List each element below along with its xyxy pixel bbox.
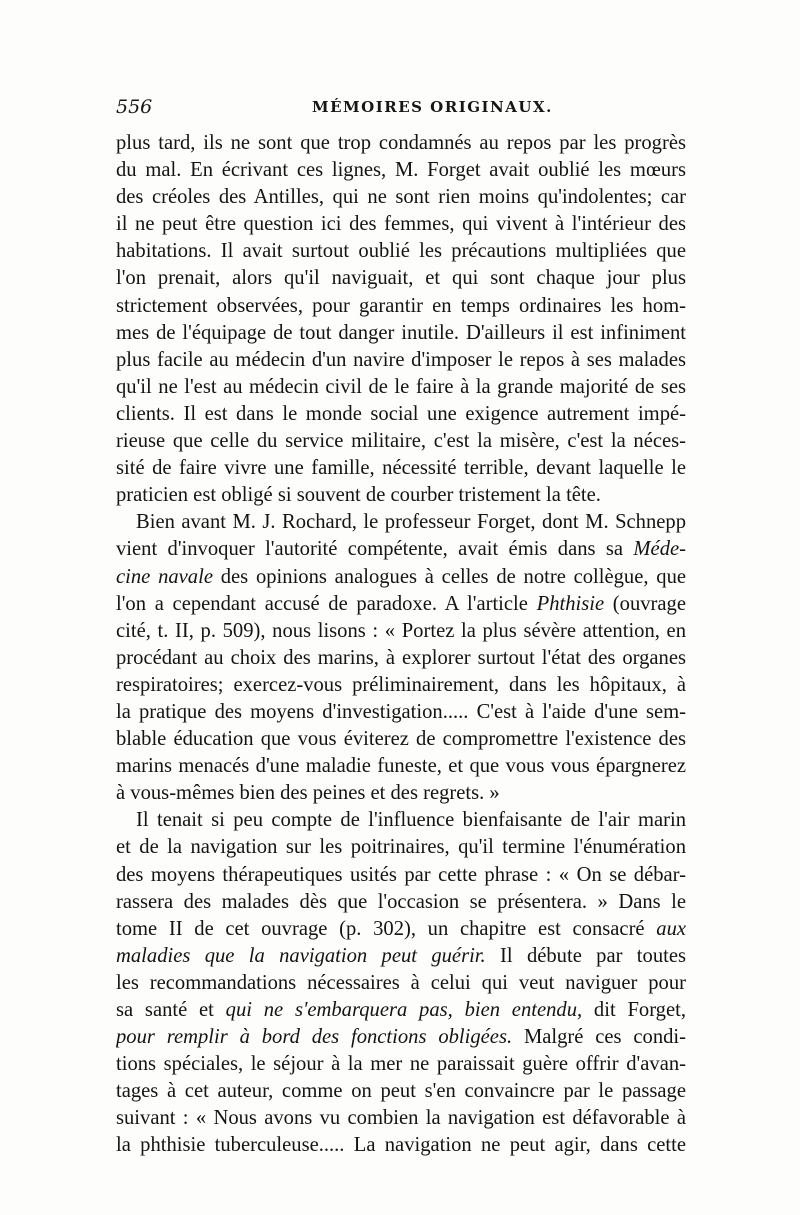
text-segment: l'on prenait, alors qu'il naviguait, et qui sont chaque jour plus (116, 267, 686, 290)
text-line (116, 293, 686, 320)
text-segment: mes de l'équipage de tout danger inutile. D'ailleurs il est infiniment (116, 321, 686, 344)
text-line (116, 347, 686, 374)
text-segment: Malgré ces condi- (512, 1026, 686, 1049)
text-segment: plus facile au médecin d'un navire d'imposer le repos à ses malades (116, 348, 686, 371)
text-segment: la pratique des moyens d'investigation..... C'est à l'aide d'une sem- (116, 700, 686, 723)
text-line (116, 482, 686, 509)
text-segment: plus tard, ils ne sont que trop condamnés au repos par les progrès (116, 132, 686, 154)
text-line (116, 157, 686, 184)
text-segment: rieuse que celle du service militaire, c'est la misère, c'est la néces- (116, 430, 686, 453)
text-line (116, 238, 686, 265)
text-line (116, 618, 686, 645)
text-segment: les recommandations nécessaires à celui qui veut naviguer pour (116, 971, 686, 994)
text-line (116, 889, 686, 916)
text-line (116, 536, 686, 563)
text-line (116, 699, 686, 726)
text-segment: Il tenait si peu compte de l'influence bienfaisante de l'air marin (136, 809, 686, 832)
text-segment: vient d'invoquer l'autorité compétente, avait émis dans sa (116, 538, 634, 561)
text-line (116, 1105, 686, 1132)
text-segment: tome II de cet ouvrage (p. 302), un chapitre est consacré (116, 917, 657, 940)
text-segment: rassera des malades dès que l'occasion se présentera. » Dans le (116, 890, 686, 913)
text-line (116, 374, 686, 401)
text-line (116, 320, 686, 347)
text-segment: marins menacés d'une maladie funeste, et que vous vous épargnerez (116, 755, 686, 778)
text-line (116, 1024, 686, 1051)
text-segment: sa santé et (116, 999, 226, 1021)
text-line (116, 591, 686, 618)
text-segment: tions spéciales, le séjour à la mer ne paraissait guère offrir d'avan- (116, 1053, 686, 1076)
text-segment: qu'il ne l'est au médecin civil de le faire à la grande majorité de ses (116, 375, 686, 398)
text-line (116, 1078, 686, 1105)
text-line (116, 428, 686, 455)
running-title: MÉMOIRES ORIGINAUX. (312, 98, 553, 116)
text-line (116, 834, 686, 861)
text-line (116, 184, 686, 211)
text-segment: (ouvrage (604, 592, 686, 615)
text-line (116, 645, 686, 672)
text-segment: tages à cet auteur, comme on peut s'en convaincre par le passage (116, 1080, 686, 1103)
text-line (116, 862, 686, 889)
text-line (116, 1051, 686, 1078)
text-segment: et de la navigation sur les poitrinaires, qu'il termine l'énumération (116, 836, 686, 859)
text-segment: praticien est obligé si souvent de courber tristement la tête. (116, 484, 601, 507)
page-number: 556 (116, 96, 153, 118)
text-segment: du mal. En écrivant ces lignes, M. Forget avait oublié les mœurs (116, 159, 686, 182)
text-segment: des opinions analogues à celles de notre collègue, que (212, 565, 686, 588)
text-line (116, 726, 686, 753)
text-segment: habitations. Il avait surtout oublié les précautions multipliées que (116, 240, 686, 263)
text-line (116, 780, 686, 807)
text-line (116, 455, 686, 482)
text-segment: à vous-mêmes bien des peines et des regrets. » (116, 782, 500, 805)
text-line (116, 509, 686, 536)
text-line (116, 130, 686, 157)
text-line (116, 943, 686, 970)
text-line (116, 564, 686, 591)
text-segment: sité de faire vivre une famille, nécessité terrible, devant laquelle le (116, 457, 686, 480)
text-line (116, 672, 686, 699)
text-segment: il ne peut être question ici des femmes, qui vivent à l'intérieur des (116, 213, 686, 236)
italic-text: aux (656, 917, 686, 940)
text-line (116, 753, 686, 780)
text-segment: blable éducation que vous éviterez de compromettre l'existence des (116, 728, 686, 751)
text-segment: clients. Il est dans le monde social une exigence autrement impé- (116, 402, 686, 425)
text-line (116, 265, 686, 292)
text-segment: la phthisie tuberculeuse..... La navigation ne peut agir, dans cette (116, 1134, 686, 1157)
italic-text: qui ne s'embarquera pas, bien entendu, (225, 999, 583, 1021)
text-line (116, 401, 686, 428)
italic-text: Phthisie (536, 592, 605, 615)
text-line (116, 1132, 686, 1159)
text-segment: suivant : « Nous avons vu combien la navigation est défavorable à (116, 1107, 686, 1130)
text-segment: cité, t. II, p. 509), nous lisons : « Portez la plus sévère attention, en (116, 619, 686, 642)
text-line (116, 807, 686, 834)
italic-text: cine navale (116, 565, 213, 588)
text-segment: des moyens thérapeutiques usités par cette phrase : « On se débar- (116, 863, 686, 886)
body-text (116, 130, 686, 1160)
text-segment: respiratoires; exercez-vous préliminairement, dans les hôpitaux, à (116, 673, 686, 696)
text-segment: procédant au choix des marins, à explorer surtout l'état des organes (116, 646, 686, 669)
text-segment: l'on a cependant accusé de paradoxe. A l'article (116, 592, 537, 615)
italic-text: maladies que la navigation peut guérir. (116, 944, 486, 967)
text-line (116, 997, 686, 1024)
text-segment: Bien avant M. J. Rochard, le professeur Forget, dont M. Schnepp (136, 511, 686, 534)
text-segment: dit Forget, (582, 999, 686, 1021)
page-header (116, 96, 686, 124)
text-line (116, 211, 686, 238)
italic-text: pour remplir à bord des fonctions obligées. (116, 1026, 513, 1049)
text-segment: des créoles des Antilles, qui ne sont rien moins qu'indolentes; car (116, 186, 686, 209)
text-segment: strictement observées, pour garantir en temps ordinaires les hom- (116, 294, 686, 317)
text-segment: Il débute par toutes (485, 944, 686, 967)
italic-text: Méde- (633, 538, 686, 561)
text-line (116, 970, 686, 997)
text-line (116, 916, 686, 943)
